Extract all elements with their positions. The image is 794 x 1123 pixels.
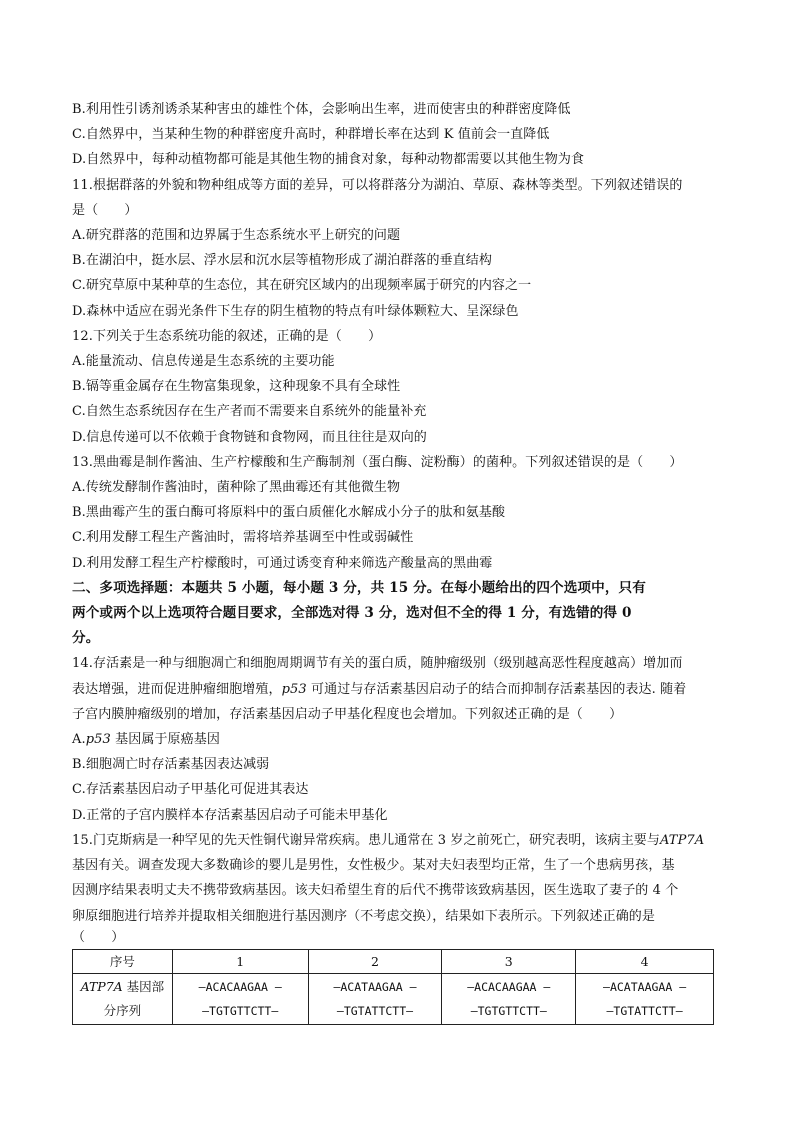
q14-option-a bbox=[72, 727, 722, 752]
gene-name-atp7a: ATP7A bbox=[660, 832, 705, 848]
sequence-bottom-4: —TGTATTCTT— bbox=[606, 1003, 683, 1018]
q13-stem: 13.黑曲霉是制作酱油、生产柠檬酸和生产酶制剂（蛋白酶、淀粉酶）的菌种。下列叙述错误的是（ ） bbox=[72, 454, 683, 470]
sequence-top-3: —ACACAAGAA — bbox=[467, 979, 551, 994]
sequence-cell-2 bbox=[308, 973, 442, 1024]
row-label-text1: 基因部 bbox=[122, 978, 165, 994]
q14-option-b: B.细胞凋亡时存活素基因表达减弱 bbox=[72, 757, 270, 773]
sequence-top-4: —ACATAAGAA — bbox=[603, 979, 687, 994]
q12-stem: 12.下列关于生态系统功能的叙述，正确的是（ ） bbox=[72, 328, 382, 344]
q14-option-a-text: 基因属于原癌基因 bbox=[110, 732, 220, 748]
section-heading-line2: 两个或两个以上选项符合题目要求，全部选对得 3 分，选对但不全的得 1 分，有选错的得 0 bbox=[72, 605, 632, 622]
q12-option-b: B.镉等重金属存在生物富集现象，这种现象不具有全球性 bbox=[72, 379, 401, 395]
table-row-label bbox=[73, 973, 173, 1024]
q14-option-a-letter: A. bbox=[72, 732, 86, 748]
q11-stem-line2: 是（ ） bbox=[72, 202, 138, 218]
q13-option-c: C.利用发酵工程生产酱油时，需将培养基调至中性或弱碱性 bbox=[72, 530, 414, 546]
gene-name-p53: p53 bbox=[281, 681, 307, 697]
q10-option-b: B.利用性引诱剂诱杀某种害虫的雄性个体，会影响出生率，进而使害虫的种群密度降低 bbox=[72, 102, 571, 117]
q15-stem-line4: 卵原细胞进行培养并提取相关细胞进行基因测序（不考虑交换），结果如下表所示。下列叙述正确的是 bbox=[72, 908, 656, 924]
q14-stem-line2-rest: 可通过与存活素基因启动子的结合而抑制存活素基因的表达. 随着 bbox=[306, 681, 687, 697]
q14-stem-line2 bbox=[72, 677, 722, 702]
q12-option-c: C.自然生态系统因存在生产者而不需要来自系统外的能量补充 bbox=[72, 404, 427, 420]
exam-page bbox=[72, 97, 722, 1025]
table-header-col-4: 4 bbox=[576, 949, 714, 973]
table-header-col-3: 3 bbox=[442, 949, 576, 973]
table-header-row bbox=[73, 949, 714, 973]
q11-stem-line1: 11.根据群落的外貌和物种组成等方面的差异，可以将群落分为湖泊、草原、森林等类型。下列叙述错误的 bbox=[72, 177, 683, 193]
q11-option-d: D.森林中适应在弱光条件下生存的阴生植物的特点有叶绿体颗粒大、呈深绿色 bbox=[72, 303, 519, 319]
table-header-col-2: 2 bbox=[308, 949, 442, 973]
q10-option-d: D.自然界中，每种动植物都可能是其他生物的捕食对象，每种动物都需要以其他生物为食 bbox=[72, 152, 585, 168]
q11-option-b: B.在湖泊中，挺水层、浮水层和沉水层等植物形成了湖泊群落的垂直结构 bbox=[72, 253, 492, 269]
q14-stem-line2-text: 表达增强，进而促进肿瘤细胞增殖， bbox=[72, 681, 282, 697]
sequence-cell-3 bbox=[442, 973, 576, 1024]
sequence-top-1: —ACACAAGAA — bbox=[198, 979, 282, 994]
q12-option-a: A.能量流动、信息传递是生态系统的主要功能 bbox=[72, 354, 335, 370]
q11-option-a: A.研究群落的范围和边界属于生态系统水平上研究的问题 bbox=[72, 228, 401, 244]
q15-stem-line1-text: 15.门克斯病是一种罕见的先天性铜代谢异常疾病。患儿通常在 3 岁之前死亡，研究表明，该病主要与 bbox=[72, 832, 661, 848]
sequence-table bbox=[72, 949, 714, 1025]
q12-option-d: D.信息传递可以不依赖于食物链和食物网，而且往往是双向的 bbox=[72, 429, 427, 445]
section-heading-line1: 二、多项选择题：本题共 5 小题，每小题 3 分，共 15 分。在每小题给出的四个选项中，只有 bbox=[72, 579, 646, 596]
sequence-bottom-2: —TGTATTCTT— bbox=[336, 1003, 414, 1018]
row-label-text2: 分序列 bbox=[103, 1002, 142, 1018]
row-label-gene: ATP7A bbox=[80, 978, 123, 994]
q13-option-d: D.利用发酵工程生产柠檬酸时，可通过诱变育种来筛选产酸量高的黑曲霉 bbox=[72, 555, 493, 571]
sequence-cell-1 bbox=[172, 973, 308, 1024]
table-row bbox=[73, 973, 714, 1024]
q15-stem-line5: （ ） bbox=[72, 929, 125, 945]
sequence-cell-4 bbox=[576, 973, 714, 1024]
table-header-label: 序号 bbox=[73, 949, 173, 973]
q14-option-d: D.正常的子宫内膜样本存活素基因启动子可能未甲基化 bbox=[72, 807, 388, 823]
table-header-col-1: 1 bbox=[172, 949, 308, 973]
q14-stem-line3: 子宫内膜肿瘤级别的增加，存活素基因启动子甲基化程度也会增加。下列叙述正确的是（ ） bbox=[72, 706, 623, 722]
q14-option-c: C.存活素基因启动子甲基化可促进其表达 bbox=[72, 782, 309, 798]
sequence-bottom-1: —TGTGTTCTT— bbox=[202, 1003, 279, 1018]
sequence-top-2: —ACATAAGAA — bbox=[333, 979, 417, 994]
q14-stem-line1: 14.存活素是一种与细胞凋亡和细胞周期调节有关的蛋白质，随肿瘤级别（级别越高恶性程度越高）增加而 bbox=[72, 656, 683, 672]
q13-option-a: A.传统发酵制作酱油时，菌种除了黑曲霉还有其他微生物 bbox=[72, 480, 401, 496]
q13-option-b: B.黑曲霉产生的蛋白酶可将原料中的蛋白质催化水解成小分子的肽和氨基酸 bbox=[72, 505, 506, 521]
section-heading-line3: 分。 bbox=[72, 630, 100, 647]
q15-stem-line3: 因测序结果表明丈夫不携带致病基因。该夫妇希望生育的后代不携带该致病基因，医生选取了妻子的 4 个 bbox=[72, 883, 679, 899]
q15-stem-line2: 基因有关。调查发现大多数确诊的婴儿是男性，女性极少。某对夫妇表型均正常，生了一个患病男孩，基 bbox=[72, 858, 675, 874]
sequence-bottom-3: —TGTGTTCTT— bbox=[470, 1003, 547, 1018]
q10-option-c: C.自然界中，当某种生物的种群密度升高时，种群增长率在达到 K 值前会一直降低 bbox=[72, 127, 550, 143]
q15-stem-line1 bbox=[72, 828, 722, 853]
gene-name-p53-option: p53 bbox=[85, 732, 111, 748]
q11-option-c: C.研究草原中某种草的生态位，其在研究区域内的出现频率属于研究的内容之一 bbox=[72, 278, 532, 294]
